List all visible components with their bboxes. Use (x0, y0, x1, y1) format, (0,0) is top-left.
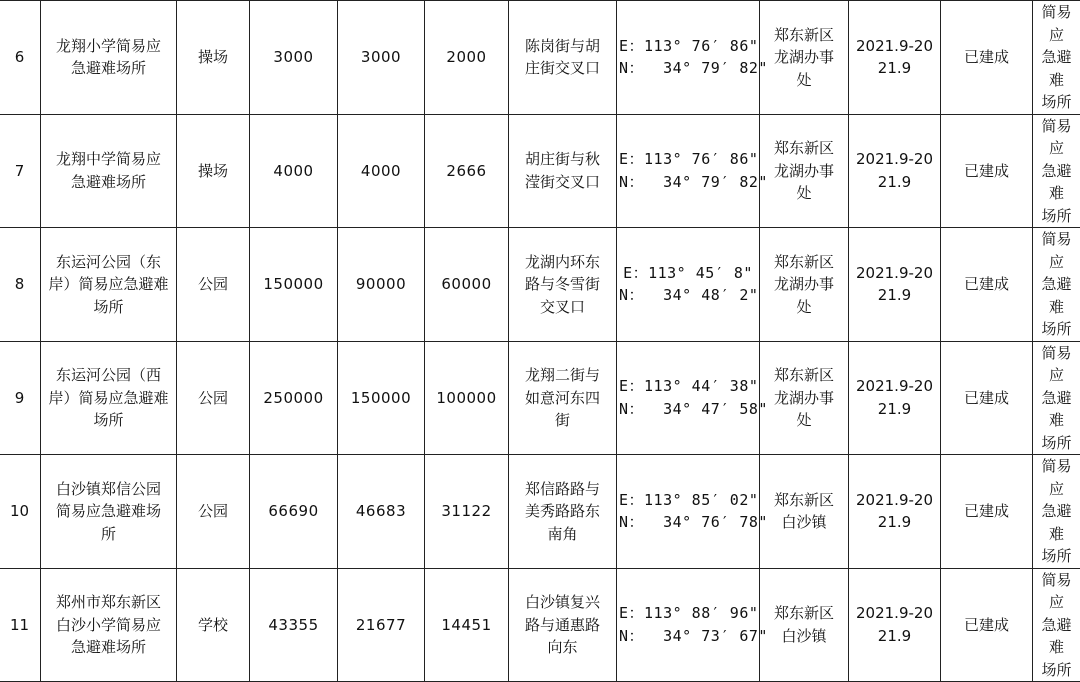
district-cell (760, 228, 849, 342)
site-type-cell: 公园 (177, 455, 250, 569)
address-line: 南角 (511, 523, 614, 546)
category-line: 急避难 (1035, 273, 1078, 318)
district-line: 龙湖办事 (762, 273, 846, 296)
district-line: 处 (762, 296, 846, 319)
district-cell (760, 568, 849, 682)
shelter-name-line: 龙翔小学简易应 (43, 35, 174, 58)
district-line: 郑东新区 (762, 489, 846, 512)
shelter-name-line: 场所 (43, 296, 174, 319)
longitude-text: E：113° 85′ 02" (619, 489, 757, 512)
category-line: 急避难 (1035, 160, 1078, 205)
category-cell (1033, 1, 1080, 115)
status-cell: 已建成 (941, 114, 1033, 228)
status-cell: 已建成 (941, 455, 1033, 569)
address-line: 滢街交叉口 (511, 171, 614, 194)
site-type-cell: 公园 (177, 341, 250, 455)
row-number-cell: 9 (0, 341, 41, 455)
address-line: 街 (511, 409, 614, 432)
district-line: 郑东新区 (762, 364, 846, 387)
shelter-name-cell (41, 228, 177, 342)
address-cell (509, 455, 617, 569)
category-line: 场所 (1035, 318, 1078, 341)
address-cell (509, 228, 617, 342)
shelter-name-cell (41, 1, 177, 115)
table-row (0, 228, 1080, 342)
district-line: 白沙镇 (762, 625, 846, 648)
district-line: 郑东新区 (762, 24, 846, 47)
district-cell (760, 455, 849, 569)
longitude-text: E：113° 76′ 86" (619, 35, 757, 58)
category-cell (1033, 455, 1080, 569)
category-cell (1033, 568, 1080, 682)
address-line: 白沙镇复兴 (511, 591, 614, 614)
shelter-name-line: 岸）简易应急避难 (43, 387, 174, 410)
table-row (0, 1, 1080, 115)
build-period-cell (849, 341, 941, 455)
effective-area-cell: 46683 (338, 455, 425, 569)
build-period-cell (849, 228, 941, 342)
district-line: 处 (762, 409, 846, 432)
address-line: 路与通惠路 (511, 614, 614, 637)
district-line: 龙湖办事 (762, 387, 846, 410)
district-line: 郑东新区 (762, 602, 846, 625)
category-line: 急避难 (1035, 614, 1078, 659)
shelter-name-line: 东运河公园（东 (43, 251, 174, 274)
table-row (0, 341, 1080, 455)
effective-area-cell: 21677 (338, 568, 425, 682)
row-number-cell: 11 (0, 568, 41, 682)
effective-area-cell: 150000 (338, 341, 425, 455)
build-period-cell (849, 568, 941, 682)
effective-area-cell: 4000 (338, 114, 425, 228)
build-period-line: 21.9 (851, 284, 938, 307)
total-area-cell: 43355 (250, 568, 338, 682)
shelter-name-line: 场所 (43, 409, 174, 432)
latitude-text: N： 34° 76′ 78" (619, 511, 757, 534)
category-cell (1033, 114, 1080, 228)
status-cell: 已建成 (941, 341, 1033, 455)
site-type-cell: 操场 (177, 114, 250, 228)
category-line: 简易应 (1035, 342, 1078, 387)
effective-area-cell: 90000 (338, 228, 425, 342)
category-cell (1033, 228, 1080, 342)
district-line: 处 (762, 182, 846, 205)
coordinates-cell (617, 1, 760, 115)
shelter-name-cell (41, 341, 177, 455)
category-line: 简易应 (1035, 569, 1078, 614)
district-line: 郑东新区 (762, 137, 846, 160)
coordinates-cell (617, 114, 760, 228)
build-period-cell (849, 114, 941, 228)
district-cell (760, 1, 849, 115)
site-type-cell: 学校 (177, 568, 250, 682)
district-line: 龙湖办事 (762, 160, 846, 183)
address-cell (509, 114, 617, 228)
shelter-name-line: 郑州市郑东新区 (43, 591, 174, 614)
address-cell (509, 1, 617, 115)
row-number-cell: 6 (0, 1, 41, 115)
build-period-line: 2021.9-20 (851, 148, 938, 171)
status-cell: 已建成 (941, 228, 1033, 342)
address-line: 庄街交叉口 (511, 57, 614, 80)
effective-area-cell: 3000 (338, 1, 425, 115)
district-line: 龙湖办事 (762, 46, 846, 69)
longitude-text: E：113° 88′ 96" (619, 602, 757, 625)
category-line: 场所 (1035, 432, 1078, 455)
coordinates-cell (617, 341, 760, 455)
address-cell (509, 341, 617, 455)
build-period-line: 21.9 (851, 625, 938, 648)
total-area-cell: 4000 (250, 114, 338, 228)
latitude-text: N： 34° 47′ 58" (619, 398, 757, 421)
shelter-name-line: 简易应急避难场 (43, 500, 174, 523)
address-line: 路与冬雪街 (511, 273, 614, 296)
category-line: 简易应 (1035, 455, 1078, 500)
capacity-cell: 2000 (425, 1, 509, 115)
table-body (0, 1, 1080, 682)
site-type-cell: 公园 (177, 228, 250, 342)
address-line: 龙湖内环东 (511, 251, 614, 274)
address-line: 郑信路路与 (511, 478, 614, 501)
longitude-text: E：113° 44′ 38" (619, 375, 757, 398)
address-cell (509, 568, 617, 682)
coordinates-cell (617, 568, 760, 682)
district-line: 处 (762, 69, 846, 92)
category-line: 场所 (1035, 91, 1078, 114)
address-line: 美秀路路东 (511, 500, 614, 523)
table-row (0, 114, 1080, 228)
row-number-cell: 10 (0, 455, 41, 569)
category-line: 急避难 (1035, 387, 1078, 432)
address-line: 如意河东四 (511, 387, 614, 410)
shelter-name-line: 所 (43, 523, 174, 546)
row-number-cell: 7 (0, 114, 41, 228)
address-line: 龙翔二街与 (511, 364, 614, 387)
category-cell (1033, 341, 1080, 455)
category-line: 简易应 (1035, 228, 1078, 273)
address-line: 向东 (511, 636, 614, 659)
shelter-name-line: 岸）简易应急避难 (43, 273, 174, 296)
status-cell: 已建成 (941, 568, 1033, 682)
shelter-name-line: 急避难场所 (43, 636, 174, 659)
latitude-text: N： 34° 79′ 82" (619, 57, 757, 80)
total-area-cell: 66690 (250, 455, 338, 569)
shelter-name-line: 东运河公园（西 (43, 364, 174, 387)
build-period-line: 21.9 (851, 57, 938, 80)
longitude-text: E：113° 76′ 86" (619, 148, 757, 171)
table-row (0, 455, 1080, 569)
coordinates-cell (617, 228, 760, 342)
district-line: 白沙镇 (762, 511, 846, 534)
address-line: 胡庄街与秋 (511, 148, 614, 171)
capacity-cell: 31122 (425, 455, 509, 569)
coordinates-cell (617, 455, 760, 569)
build-period-line: 21.9 (851, 171, 938, 194)
build-period-line: 2021.9-20 (851, 489, 938, 512)
district-cell (760, 114, 849, 228)
capacity-cell: 60000 (425, 228, 509, 342)
total-area-cell: 3000 (250, 1, 338, 115)
category-line: 简易应 (1035, 115, 1078, 160)
build-period-line: 2021.9-20 (851, 35, 938, 58)
shelter-name-cell (41, 568, 177, 682)
build-period-line: 21.9 (851, 398, 938, 421)
build-period-cell (849, 455, 941, 569)
longitude-text: E：113° 45′ 8" (619, 262, 757, 285)
category-line: 场所 (1035, 545, 1078, 568)
build-period-line: 2021.9-20 (851, 602, 938, 625)
shelter-name-cell (41, 114, 177, 228)
category-line: 简易应 (1035, 1, 1078, 46)
latitude-text: N： 34° 79′ 82" (619, 171, 757, 194)
capacity-cell: 100000 (425, 341, 509, 455)
build-period-line: 21.9 (851, 511, 938, 534)
district-line: 郑东新区 (762, 251, 846, 274)
address-line: 交叉口 (511, 296, 614, 319)
latitude-text: N： 34° 48′ 2" (619, 284, 757, 307)
category-line: 场所 (1035, 205, 1078, 228)
category-line: 场所 (1035, 659, 1078, 682)
site-type-cell: 操场 (177, 1, 250, 115)
build-period-line: 2021.9-20 (851, 375, 938, 398)
address-line: 陈岗街与胡 (511, 35, 614, 58)
capacity-cell: 14451 (425, 568, 509, 682)
total-area-cell: 150000 (250, 228, 338, 342)
total-area-cell: 250000 (250, 341, 338, 455)
shelter-name-cell (41, 455, 177, 569)
category-line: 急避难 (1035, 46, 1078, 91)
shelter-name-line: 急避难场所 (43, 57, 174, 80)
build-period-line: 2021.9-20 (851, 262, 938, 285)
latitude-text: N： 34° 73′ 67" (619, 625, 757, 648)
shelter-name-line: 白沙小学简易应 (43, 614, 174, 637)
shelter-name-line: 白沙镇郑信公园 (43, 478, 174, 501)
build-period-cell (849, 1, 941, 115)
shelter-name-line: 急避难场所 (43, 171, 174, 194)
shelter-name-line: 龙翔中学简易应 (43, 148, 174, 171)
capacity-cell: 2666 (425, 114, 509, 228)
district-cell (760, 341, 849, 455)
table-row (0, 568, 1080, 682)
status-cell: 已建成 (941, 1, 1033, 115)
row-number-cell: 8 (0, 228, 41, 342)
category-line: 急避难 (1035, 500, 1078, 545)
